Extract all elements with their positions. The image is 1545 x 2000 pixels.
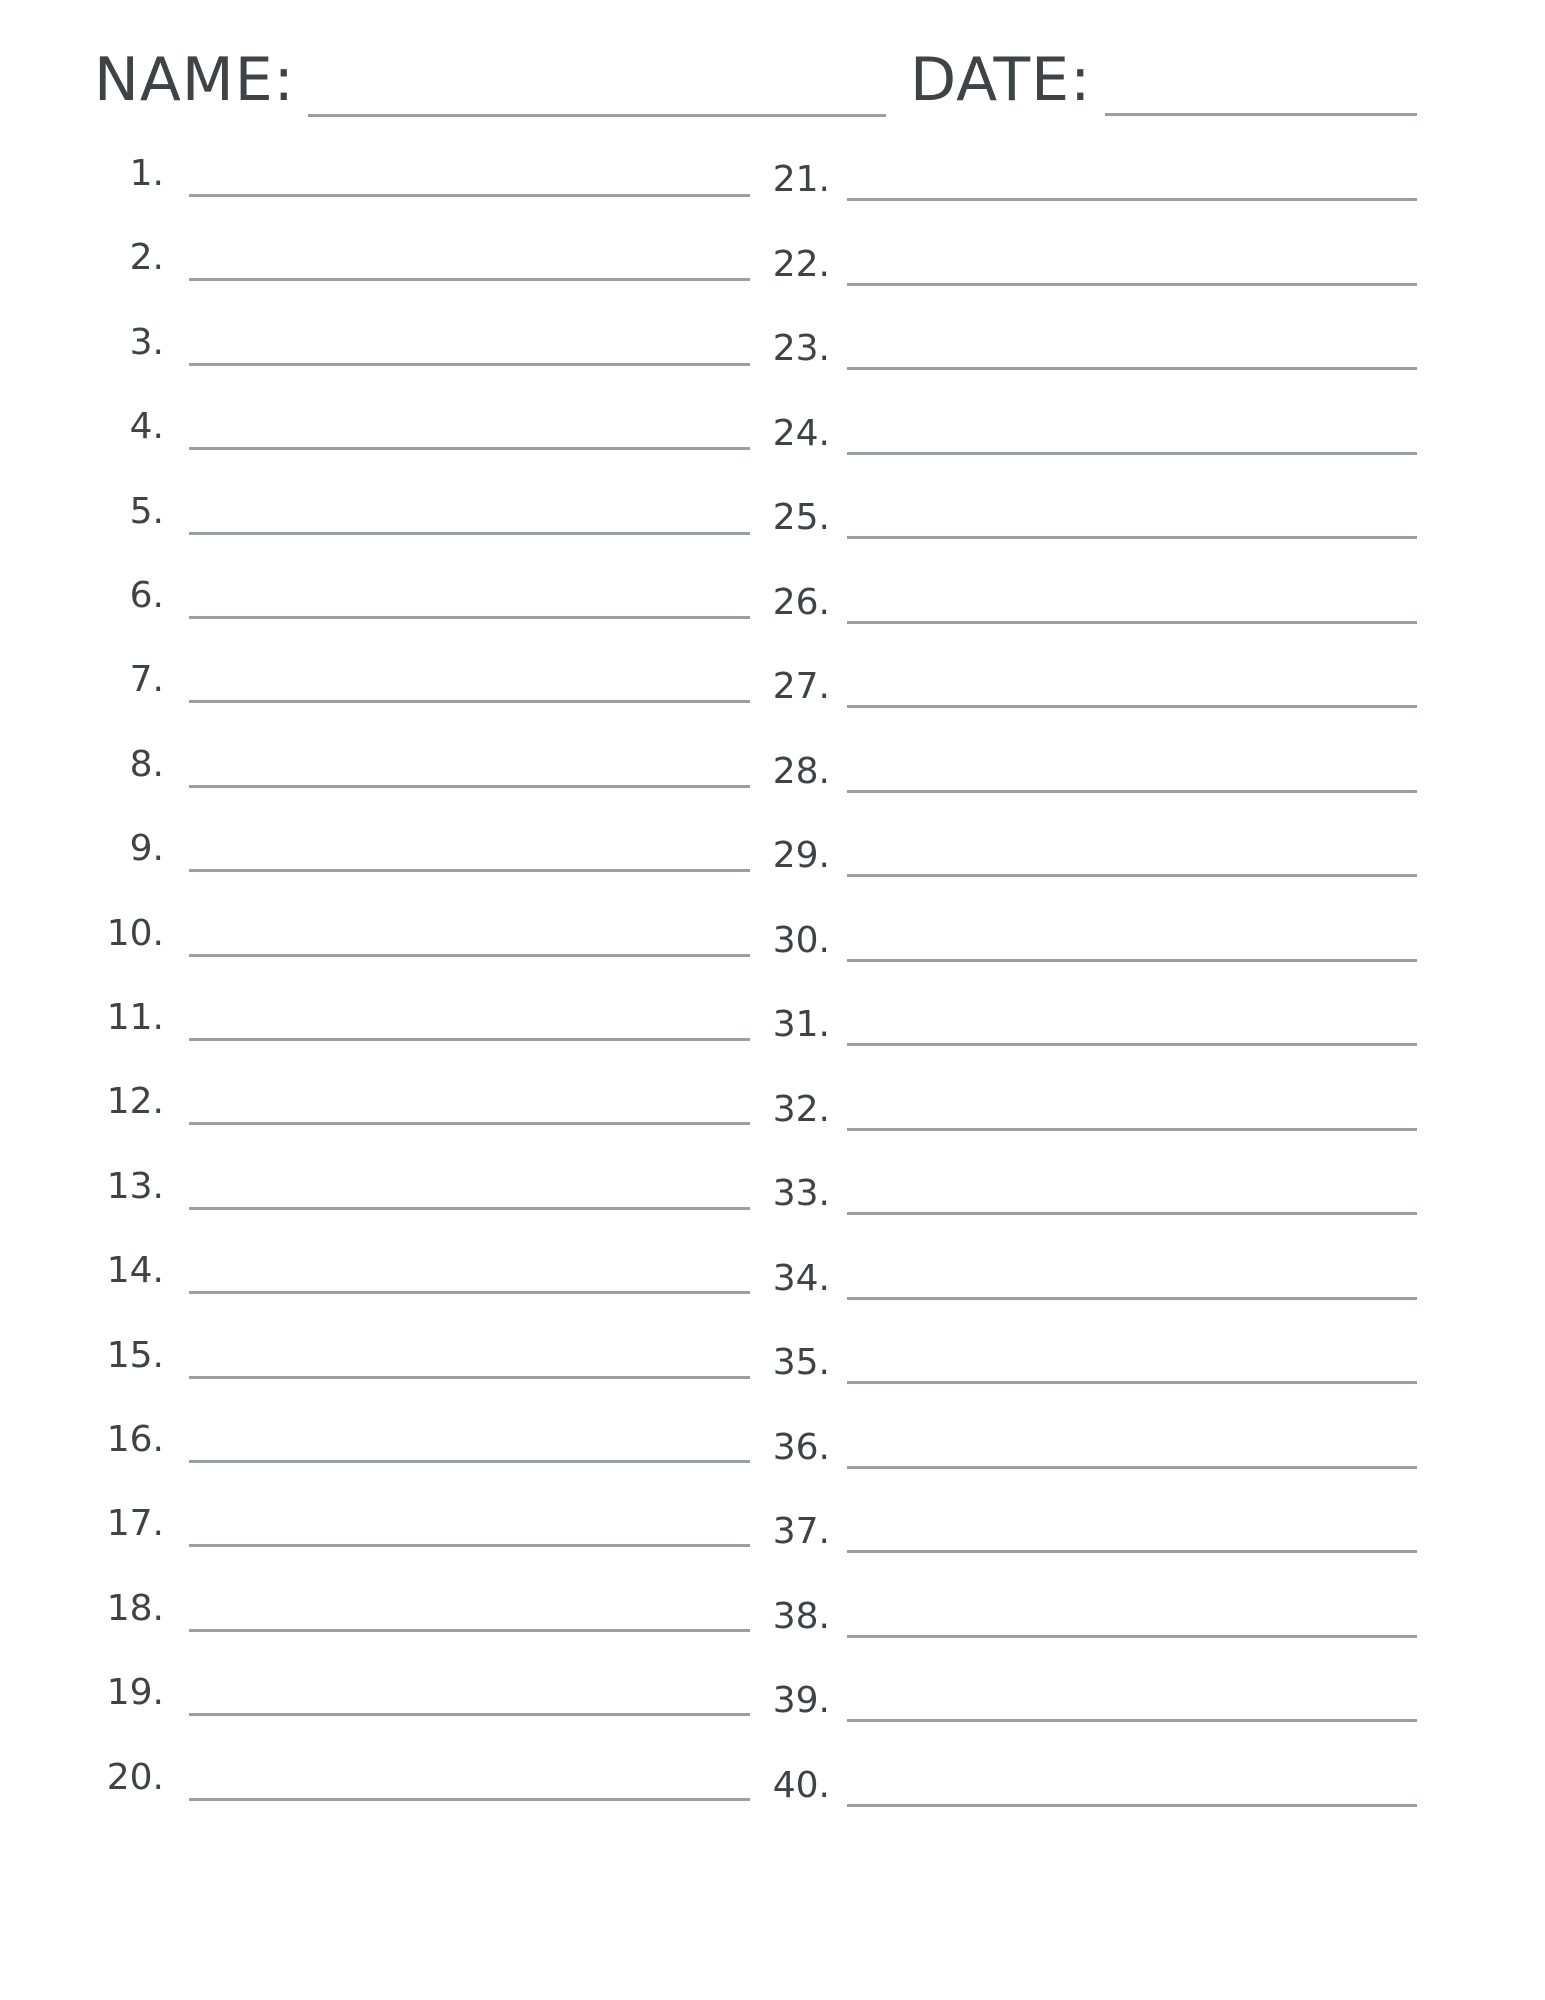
answer-line[interactable] bbox=[847, 621, 1417, 624]
line-number: 19. bbox=[106, 1672, 164, 1714]
line-number: 38. bbox=[772, 1595, 830, 1637]
answer-line[interactable] bbox=[189, 1291, 750, 1294]
line-number: 4. bbox=[129, 406, 164, 448]
answer-line[interactable] bbox=[847, 1297, 1417, 1300]
answer-line[interactable] bbox=[847, 198, 1417, 201]
line-number: 28. bbox=[772, 750, 830, 792]
line-number: 3. bbox=[129, 321, 164, 363]
line-number: 12. bbox=[106, 1081, 164, 1123]
line-number: 13. bbox=[106, 1165, 164, 1207]
answer-line[interactable] bbox=[847, 705, 1417, 708]
answer-line[interactable] bbox=[189, 532, 750, 535]
line-number: 14. bbox=[106, 1250, 164, 1292]
answer-line[interactable] bbox=[189, 1713, 750, 1716]
line-number: 29. bbox=[772, 835, 830, 876]
answer-line[interactable] bbox=[847, 790, 1417, 793]
name-label: NAME: bbox=[94, 45, 295, 115]
answer-line[interactable] bbox=[847, 1381, 1417, 1384]
answer-line[interactable] bbox=[189, 954, 750, 957]
line-number: 27. bbox=[772, 666, 830, 707]
line-number: 34. bbox=[772, 1257, 830, 1299]
line-number: 10. bbox=[106, 912, 164, 954]
line-number: 16. bbox=[106, 1419, 164, 1460]
line-number: 7. bbox=[129, 659, 164, 701]
answer-line[interactable] bbox=[189, 447, 750, 450]
line-number: 40. bbox=[772, 1764, 830, 1806]
line-number: 20. bbox=[106, 1756, 164, 1798]
answer-line[interactable] bbox=[189, 869, 750, 872]
line-number: 9. bbox=[129, 828, 164, 870]
line-number: 2. bbox=[129, 237, 164, 279]
answer-line[interactable] bbox=[189, 1544, 750, 1547]
answer-line[interactable] bbox=[189, 785, 750, 788]
answer-line[interactable] bbox=[847, 283, 1417, 286]
answer-line[interactable] bbox=[847, 874, 1417, 877]
answer-line[interactable] bbox=[189, 194, 750, 197]
answer-line[interactable] bbox=[847, 1466, 1417, 1469]
answer-line[interactable] bbox=[847, 367, 1417, 370]
answer-line[interactable] bbox=[847, 1043, 1417, 1046]
line-number: 8. bbox=[129, 743, 164, 785]
line-number: 31. bbox=[772, 1004, 830, 1045]
name-field-line[interactable] bbox=[308, 114, 886, 117]
line-number: 18. bbox=[106, 1587, 164, 1629]
answer-line[interactable] bbox=[847, 959, 1417, 962]
answer-line[interactable] bbox=[189, 1207, 750, 1210]
answer-line[interactable] bbox=[189, 363, 750, 366]
line-number: 26. bbox=[772, 581, 830, 623]
line-number: 5. bbox=[129, 490, 164, 532]
answer-line[interactable] bbox=[189, 1629, 750, 1632]
line-number: 15. bbox=[106, 1334, 164, 1376]
line-number: 22. bbox=[772, 243, 830, 285]
line-number: 24. bbox=[772, 412, 830, 454]
answer-line[interactable] bbox=[847, 536, 1417, 539]
line-number: 11. bbox=[106, 997, 164, 1038]
date-label: DATE: bbox=[910, 45, 1092, 115]
answer-line[interactable] bbox=[847, 1550, 1417, 1553]
line-number: 36. bbox=[772, 1426, 830, 1468]
answer-line[interactable] bbox=[847, 1719, 1417, 1722]
line-number: 25. bbox=[772, 497, 830, 538]
answer-line[interactable] bbox=[847, 452, 1417, 455]
line-number: 33. bbox=[772, 1173, 830, 1214]
answer-line[interactable] bbox=[847, 1128, 1417, 1131]
line-number: 1. bbox=[129, 153, 164, 194]
answer-line[interactable] bbox=[189, 1376, 750, 1379]
answer-line[interactable] bbox=[189, 1798, 750, 1801]
line-number: 37. bbox=[772, 1511, 830, 1552]
answer-line[interactable] bbox=[189, 616, 750, 619]
answer-line[interactable] bbox=[189, 1038, 750, 1041]
line-number: 32. bbox=[772, 1088, 830, 1130]
line-number: 23. bbox=[772, 328, 830, 369]
answer-line[interactable] bbox=[189, 700, 750, 703]
line-number: 17. bbox=[106, 1503, 164, 1545]
answer-line[interactable] bbox=[189, 278, 750, 281]
answer-line[interactable] bbox=[189, 1122, 750, 1125]
line-number: 35. bbox=[772, 1342, 830, 1383]
answer-line[interactable] bbox=[847, 1804, 1417, 1807]
line-number: 39. bbox=[772, 1680, 830, 1721]
line-number: 6. bbox=[129, 575, 164, 616]
line-number: 21. bbox=[772, 159, 830, 200]
answer-line[interactable] bbox=[189, 1460, 750, 1463]
answer-line[interactable] bbox=[847, 1635, 1417, 1638]
date-field-line[interactable] bbox=[1105, 113, 1417, 116]
line-number: 30. bbox=[772, 919, 830, 961]
answer-line[interactable] bbox=[847, 1212, 1417, 1215]
